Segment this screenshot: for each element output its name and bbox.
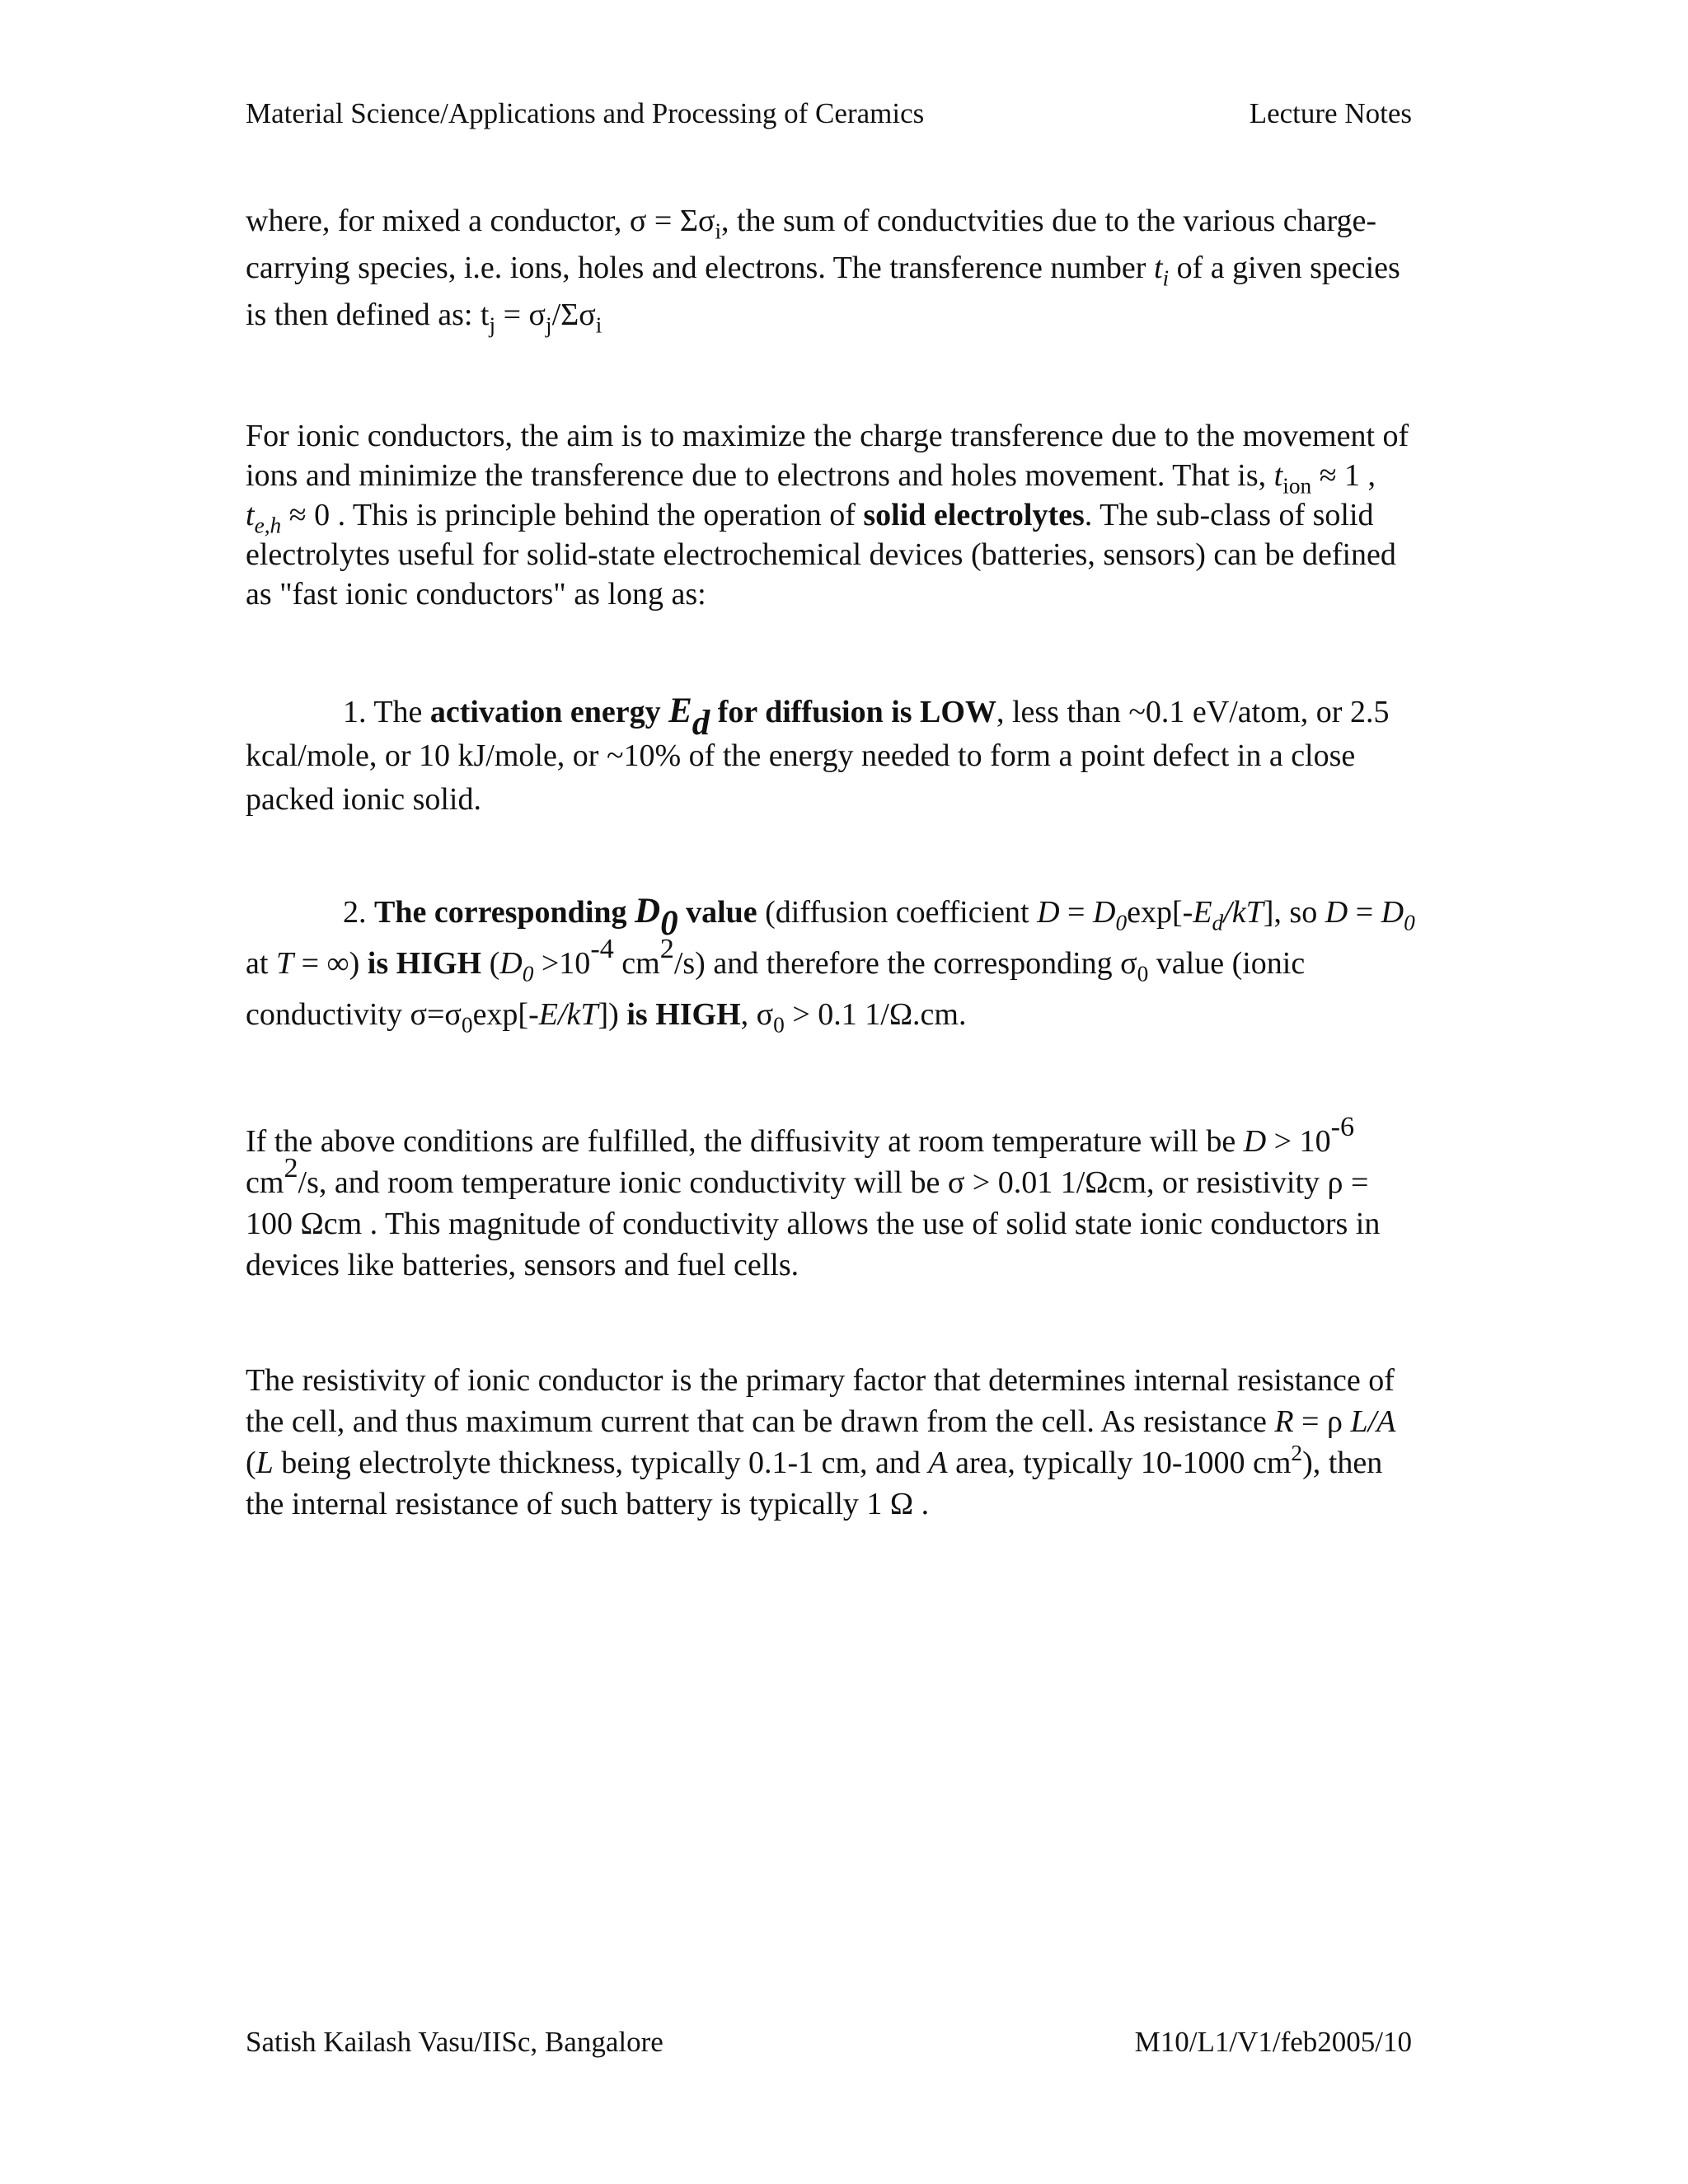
paragraph-resistivity: The resistivity of ionic conductor is the primary factor that determines internal resistance of the cell, and thus maximum current that can be drawn from the cell. As resistance R = ρ L/A (L being electrolyte thickness, typically 0.1-1 cm, and A area, typically 10-1000 $cm^2$), then the internal resistance of such battery is typically 1 Ω . (246, 1363, 1396, 1521)
header-course-title: Material Science/Applications and Processing of Ceramics (246, 97, 925, 129)
page-footer (246, 2026, 1412, 2059)
header-section-label: Lecture Notes (1249, 97, 1412, 129)
condition-1-activation-energy: 1. The activation energy $E_d$ for diffusion is LOW, less than ~0.1 eV/atom, or 2.5 kcal/mole, or 10 kJ/mole, or ~10% of the energy needed to form a point defect in a close packed ionic solid. (246, 691, 1390, 817)
footer-document-code: M10/L1/V1/feb2005/10 (1134, 2026, 1412, 2058)
paragraph-ionic-conductors: For ionic conductors, the aim is to maximize the charge transference due to the movement of ions and minimize the transference due to electrons and holes movement. That is, $t_{ion} \approx 1$ , $t_{e,h} \approx 0$ . This is principle behind the operation of solid electrolytes. The sub-class of solid electrolytes useful for solid-state electrochemical devices (batteries, sensors) can be defined as "fast ionic conductors" as long as: (246, 419, 1409, 612)
paragraph-mixed-conductor: where, for mixed a conductor, $\sigma = \Sigma\sigma_i$, the sum of conductvities due to the various charge-carrying species, i.e. ions, holes and electrons. The transference number $t_i$ of a given species is then defined as: $t_j = \sigma_j/\Sigma\sigma_i$ (246, 204, 1400, 338)
paragraph-room-temperature: If the above conditions are fulfilled, the diffusivity at room temperature will be $D > 10^{-6}$ $cm^2/s$, and room temperature ionic conductivity will be σ > 0.01 1/Ωcm, or resistivity ρ = 100 Ωcm . This magnitude of conductivity allows the use of solid state ionic conductors in devices like batteries, sensors and fuel cells. (246, 1112, 1381, 1282)
solid-electrolytes-term: solid electrolytes (863, 498, 1085, 532)
footer-author: Satish Kailash Vasu/IISc, Bangalore (246, 2026, 663, 2058)
condition-2-d0-value: 2. The corresponding $D_0$ value (diffusion coefficient $D = D_0\exp[-E_d/kT]$, so $D = D_0$ at T = ∞) is HIGH ($D_0 >10^{-4}$ $cm^2/s$) and therefore the corresponding $\sigma_0$ value (ionic conductivity $\sigma=\sigma_0\exp[-E/kT]$) is HIGH, $\sigma_0 > 0.1$ 1/Ω.cm. (246, 892, 1415, 1038)
page-header (246, 97, 1412, 130)
